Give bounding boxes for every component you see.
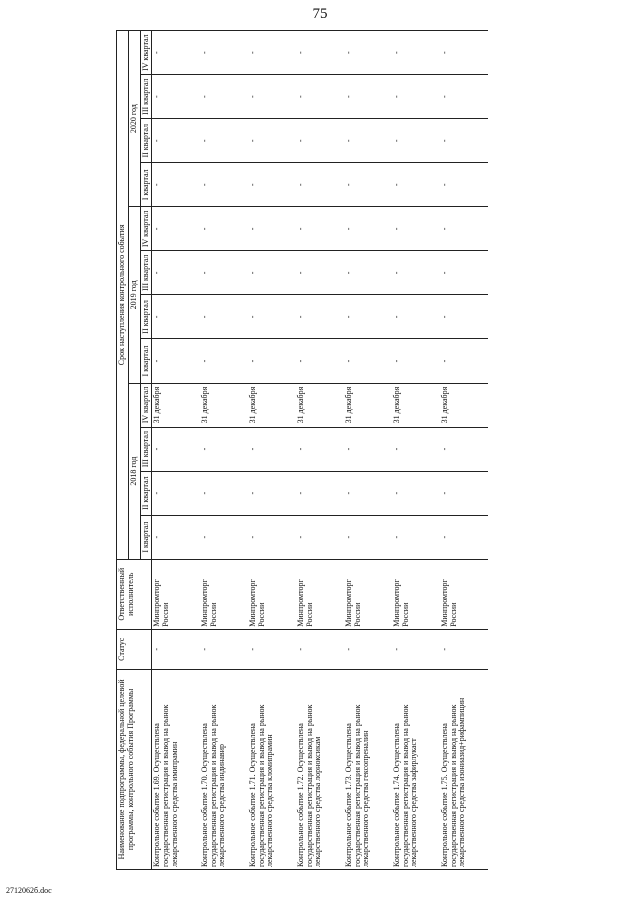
quarter-value: - [392, 427, 440, 471]
header-quarter: I квартал [140, 339, 152, 383]
event-name: Контрольное событие 1.71. Осуществлена государственная регистрация и вывод на рынок лекарственного средства кломипрамин [248, 669, 296, 869]
event-status: - [344, 629, 392, 669]
quarter-value: - [152, 471, 200, 515]
header-quarter: III квартал [140, 427, 152, 471]
quarter-value: - [392, 471, 440, 515]
quarter-value: - [344, 251, 392, 295]
event-status: - [440, 629, 488, 669]
quarter-value: - [200, 295, 248, 339]
event-status: - [248, 629, 296, 669]
quarter-value: - [200, 119, 248, 163]
quarter-value: - [152, 207, 200, 251]
quarter-value: - [344, 119, 392, 163]
event-responsible: Минпромторг России [248, 559, 296, 629]
header-quarter: I квартал [140, 515, 152, 559]
event-responsible: Минпромторг России [296, 559, 344, 629]
quarter-value: - [392, 339, 440, 383]
header-quarter: III квартал [140, 251, 152, 295]
quarter-value: - [200, 75, 248, 119]
quarter-value: 31 декабря [248, 383, 296, 427]
header-responsible: Ответственный исполнитель [117, 559, 152, 629]
quarter-value: - [344, 427, 392, 471]
quarter-value: - [344, 471, 392, 515]
quarter-value: 31 декабря [152, 383, 200, 427]
quarter-value: - [392, 75, 440, 119]
quarter-value: - [392, 295, 440, 339]
event-name: Контрольное событие 1.75. Осуществлена государственная регистрация и вывод на рынок лекарственного средства изониазид+рифампицин [440, 669, 488, 869]
header-quarter: IV квартал [140, 31, 152, 75]
header-quarter: II квартал [140, 295, 152, 339]
quarter-value: - [200, 471, 248, 515]
quarter-value: - [296, 339, 344, 383]
quarter-value: - [248, 207, 296, 251]
quarter-value: - [248, 295, 296, 339]
event-responsible: Минпромторг России [152, 559, 200, 629]
header-quarter: IV квартал [140, 207, 152, 251]
header-quarter: I квартал [140, 163, 152, 207]
table-row [248, 31, 296, 870]
control-events-table-container [116, 30, 501, 870]
quarter-value: - [248, 339, 296, 383]
quarter-value: - [152, 119, 200, 163]
event-name: Контрольное событие 1.72. Осуществлена государственная регистрация и вывод на рынок лекарственного средства лорноксикам [296, 669, 344, 869]
quarter-value: - [248, 515, 296, 559]
quarter-value: - [440, 251, 488, 295]
quarter-value: - [152, 295, 200, 339]
quarter-value: - [200, 163, 248, 207]
header-quarter: II квартал [140, 471, 152, 515]
quarter-value: - [248, 31, 296, 75]
quarter-value: - [296, 119, 344, 163]
quarter-value: - [248, 471, 296, 515]
quarter-value: 31 декабря [392, 383, 440, 427]
quarter-value: 31 декабря [296, 383, 344, 427]
event-status: - [296, 629, 344, 669]
quarter-value: - [296, 295, 344, 339]
quarter-value: - [296, 75, 344, 119]
quarter-value: - [248, 75, 296, 119]
quarter-value: - [440, 339, 488, 383]
header-period: Срок наступления контрольного события [117, 31, 129, 560]
quarter-value: - [440, 515, 488, 559]
quarter-value: - [200, 31, 248, 75]
quarter-value: - [152, 163, 200, 207]
quarter-value: - [440, 31, 488, 75]
quarter-value: - [392, 31, 440, 75]
quarter-value: - [248, 119, 296, 163]
quarter-value: - [248, 251, 296, 295]
quarter-value: - [152, 339, 200, 383]
quarter-value: - [440, 163, 488, 207]
quarter-value: - [392, 163, 440, 207]
quarter-value: - [440, 427, 488, 471]
quarter-value: - [392, 515, 440, 559]
quarter-value: - [344, 339, 392, 383]
quarter-value: - [152, 31, 200, 75]
header-quarter: III квартал [140, 75, 152, 119]
quarter-value: - [440, 471, 488, 515]
quarter-value: - [200, 515, 248, 559]
quarter-value: - [152, 427, 200, 471]
quarter-value: - [296, 31, 344, 75]
header-year-2018: 2018 год [128, 383, 140, 559]
quarter-value: 31 декабря [200, 383, 248, 427]
quarter-value: - [200, 427, 248, 471]
event-responsible: Минпромторг России [200, 559, 248, 629]
quarter-value: - [296, 427, 344, 471]
event-name: Контрольное событие 1.69. Осуществлена государственная регистрация и вывод на рынок лекарственного средства имипрамин [152, 669, 200, 869]
quarter-value: - [440, 119, 488, 163]
event-responsible: Минпромторг России [344, 559, 392, 629]
quarter-value: - [344, 163, 392, 207]
quarter-value: - [440, 75, 488, 119]
quarter-value: - [296, 515, 344, 559]
quarter-value: - [440, 295, 488, 339]
quarter-value: - [296, 471, 344, 515]
table-row [440, 31, 488, 870]
control-events-table [116, 30, 488, 870]
table-row [296, 31, 344, 870]
header-quarter: IV квартал [140, 383, 152, 427]
quarter-value: - [152, 251, 200, 295]
quarter-value: - [344, 75, 392, 119]
header-status: Статус [117, 629, 152, 669]
event-status: - [152, 629, 200, 669]
quarter-value: - [200, 251, 248, 295]
document-footer: 2712062б.doc [6, 886, 52, 895]
event-responsible: Минпромторг России [440, 559, 488, 629]
table-row [392, 31, 440, 870]
event-name: Контрольное событие 1.70. Осуществлена государственная регистрация и вывод на рынок лекарственного средства индинавир [200, 669, 248, 869]
quarter-value: - [344, 207, 392, 251]
quarter-value: - [296, 251, 344, 295]
quarter-value: - [296, 163, 344, 207]
quarter-value: - [200, 207, 248, 251]
quarter-value: - [344, 31, 392, 75]
table-row [200, 31, 248, 870]
header-year-2020: 2020 год [128, 31, 140, 207]
quarter-value: - [392, 119, 440, 163]
header-year-2019: 2019 год [128, 207, 140, 383]
quarter-value: - [248, 163, 296, 207]
quarter-value: 31 декабря [344, 383, 392, 427]
table-row [344, 31, 392, 870]
event-responsible: Минпромторг России [392, 559, 440, 629]
table-row [152, 31, 200, 870]
quarter-value: - [392, 251, 440, 295]
quarter-value: - [392, 207, 440, 251]
quarter-value: - [248, 427, 296, 471]
event-name: Контрольное событие 1.73. Осуществлена государственная регистрация и вывод на рынок лекарственного средства гексопреналин [344, 669, 392, 869]
quarter-value: - [152, 75, 200, 119]
quarter-value: 31 декабря [440, 383, 488, 427]
event-name: Контрольное событие 1.74. Осуществлена государственная регистрация и вывод на рынок лекарственного средства зафирлукаст [392, 669, 440, 869]
table-body [152, 31, 488, 870]
header-quarter: II квартал [140, 119, 152, 163]
quarter-value: - [344, 295, 392, 339]
event-status: - [392, 629, 440, 669]
quarter-value: - [440, 207, 488, 251]
quarter-value: - [152, 515, 200, 559]
quarter-value: - [296, 207, 344, 251]
header-name: Наименование подпрограммы, федеральной целевой программы, контрольного события Программы [117, 669, 152, 869]
quarter-value: - [344, 515, 392, 559]
page-number: 75 [312, 6, 328, 22]
quarter-value: - [200, 339, 248, 383]
event-status: - [200, 629, 248, 669]
